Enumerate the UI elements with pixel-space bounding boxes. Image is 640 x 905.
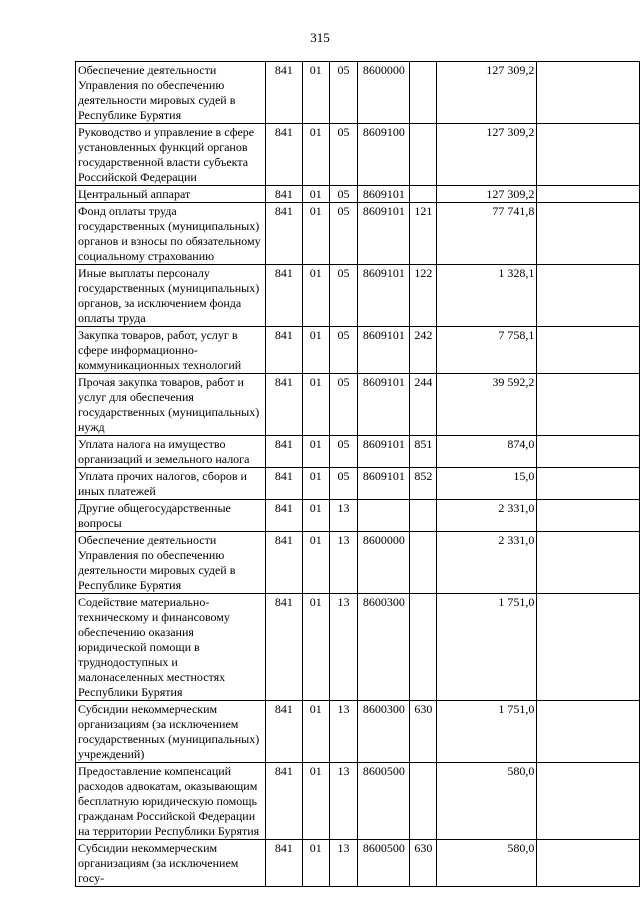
expense-type-code: 630 (410, 840, 437, 887)
amount: 1 751,0 (437, 701, 537, 763)
department-code: 841 (265, 186, 302, 203)
amount: 580,0 (437, 763, 537, 840)
subsection-code: 13 (329, 500, 358, 532)
target-article-code: 8609101 (358, 265, 410, 327)
table-row (76, 763, 640, 840)
extra-amount (537, 265, 640, 327)
extra-amount (537, 468, 640, 500)
expense-type-code: 242 (410, 327, 437, 374)
expense-item-name: Обеспечение деятельности Управления по обеспечению деятельности мировых судей в Республике Бурятия (76, 532, 266, 594)
department-code: 841 (265, 594, 302, 701)
subsection-code: 05 (329, 374, 358, 436)
section-code: 01 (302, 124, 329, 186)
expense-type-code: 122 (410, 265, 437, 327)
subsection-code: 05 (329, 436, 358, 468)
target-article-code: 8609101 (358, 327, 410, 374)
table-row (76, 327, 640, 374)
budget-table (75, 61, 640, 887)
department-code: 841 (265, 436, 302, 468)
table-row (76, 500, 640, 532)
table-body (76, 62, 640, 887)
amount: 580,0 (437, 840, 537, 887)
amount: 874,0 (437, 436, 537, 468)
target-article-code: 8600000 (358, 532, 410, 594)
amount: 1 751,0 (437, 594, 537, 701)
amount: 77 741,8 (437, 203, 537, 265)
expense-type-code (410, 62, 437, 124)
section-code: 01 (302, 500, 329, 532)
expense-type-code: 851 (410, 436, 437, 468)
expense-item-name: Иные выплаты персоналу государственных (муниципальных) органов, за исключением фонда оплаты труда (76, 265, 266, 327)
subsection-code: 05 (329, 327, 358, 374)
amount: 127 309,2 (437, 124, 537, 186)
table-row (76, 124, 640, 186)
department-code: 841 (265, 701, 302, 763)
expense-item-name: Прочая закупка товаров, работ и услуг для обеспечения государственных (муниципальных) нужд (76, 374, 266, 436)
section-code: 01 (302, 763, 329, 840)
subsection-code: 05 (329, 62, 358, 124)
extra-amount (537, 701, 640, 763)
table-row (76, 468, 640, 500)
section-code: 01 (302, 436, 329, 468)
expense-item-name: Субсидии некоммерческим организациям (за исключением государственных (муниципальных) учреждений) (76, 701, 266, 763)
subsection-code: 13 (329, 532, 358, 594)
table-row (76, 186, 640, 203)
table-row (76, 436, 640, 468)
subsection-code: 05 (329, 468, 358, 500)
subsection-code: 13 (329, 763, 358, 840)
extra-amount (537, 500, 640, 532)
department-code: 841 (265, 374, 302, 436)
section-code: 01 (302, 532, 329, 594)
target-article-code: 8600500 (358, 763, 410, 840)
target-article-code: 8609101 (358, 374, 410, 436)
expense-type-code (410, 186, 437, 203)
department-code: 841 (265, 468, 302, 500)
subsection-code: 13 (329, 594, 358, 701)
expense-item-name: Обеспечение деятельности Управления по обеспечению деятельности мировых судей в Республике Бурятия (76, 62, 266, 124)
subsection-code: 05 (329, 265, 358, 327)
amount: 15,0 (437, 468, 537, 500)
expense-item-name: Предоставление компенсаций расходов адвокатам, оказывающим бесплатную юридическую помощь гражданам Российской Федерации на территории Республики Бурятия (76, 763, 266, 840)
department-code: 841 (265, 203, 302, 265)
expense-type-code: 121 (410, 203, 437, 265)
department-code: 841 (265, 124, 302, 186)
extra-amount (537, 840, 640, 887)
expense-type-code (410, 763, 437, 840)
department-code: 841 (265, 840, 302, 887)
subsection-code: 05 (329, 186, 358, 203)
amount: 2 331,0 (437, 500, 537, 532)
section-code: 01 (302, 594, 329, 701)
table-row (76, 701, 640, 763)
amount: 39 592,2 (437, 374, 537, 436)
extra-amount (537, 594, 640, 701)
extra-amount (537, 203, 640, 265)
section-code: 01 (302, 203, 329, 265)
table-row (76, 265, 640, 327)
subsection-code: 13 (329, 701, 358, 763)
section-code: 01 (302, 186, 329, 203)
subsection-code: 13 (329, 840, 358, 887)
expense-item-name: Уплата налога на имущество организаций и земельного налога (76, 436, 266, 468)
target-article-code: 8609101 (358, 468, 410, 500)
expense-item-name: Центральный аппарат (76, 186, 266, 203)
expense-type-code: 852 (410, 468, 437, 500)
target-article-code: 8609101 (358, 203, 410, 265)
page-number: 315 (310, 30, 330, 45)
expense-type-code (410, 594, 437, 701)
extra-amount (537, 374, 640, 436)
department-code: 841 (265, 327, 302, 374)
section-code: 01 (302, 468, 329, 500)
target-article-code: 8600300 (358, 701, 410, 763)
extra-amount (537, 763, 640, 840)
amount: 2 331,0 (437, 532, 537, 594)
expense-type-code (410, 500, 437, 532)
table-row (76, 840, 640, 887)
table-row (76, 594, 640, 701)
target-article-code: 8609101 (358, 436, 410, 468)
department-code: 841 (265, 532, 302, 594)
subsection-code: 05 (329, 124, 358, 186)
amount: 7 758,1 (437, 327, 537, 374)
expense-type-code (410, 124, 437, 186)
table-row (76, 374, 640, 436)
expense-item-name: Другие общегосударственные вопросы (76, 500, 266, 532)
department-code: 841 (265, 500, 302, 532)
expense-item-name: Уплата прочих налогов, сборов и иных платежей (76, 468, 266, 500)
department-code: 841 (265, 62, 302, 124)
section-code: 01 (302, 327, 329, 374)
extra-amount (537, 186, 640, 203)
section-code: 01 (302, 265, 329, 327)
extra-amount (537, 532, 640, 594)
expense-item-name: Фонд оплаты труда государственных (муниципальных) органов и взносы по обязательному социальному страхованию (76, 203, 266, 265)
target-article-code: 8609101 (358, 186, 410, 203)
extra-amount (537, 327, 640, 374)
section-code: 01 (302, 62, 329, 124)
section-code: 01 (302, 374, 329, 436)
target-article-code: 8600000 (358, 62, 410, 124)
extra-amount (537, 62, 640, 124)
extra-amount (537, 124, 640, 186)
expense-type-code: 244 (410, 374, 437, 436)
amount: 1 328,1 (437, 265, 537, 327)
expense-item-name: Руководство и управление в сфере установленных функций органов государственной власти субъекта Российской Федерации (76, 124, 266, 186)
table-row (76, 62, 640, 124)
section-code: 01 (302, 840, 329, 887)
target-article-code (358, 500, 410, 532)
amount: 127 309,2 (437, 186, 537, 203)
department-code: 841 (265, 763, 302, 840)
target-article-code: 8600300 (358, 594, 410, 701)
subsection-code: 05 (329, 203, 358, 265)
amount: 127 309,2 (437, 62, 537, 124)
extra-amount (537, 436, 640, 468)
expense-item-name: Субсидии некоммерческим организациям (за исключением госу- (76, 840, 266, 887)
target-article-code: 8600500 (358, 840, 410, 887)
table-row (76, 532, 640, 594)
target-article-code: 8609100 (358, 124, 410, 186)
department-code: 841 (265, 265, 302, 327)
expense-type-code (410, 532, 437, 594)
expense-item-name: Закупка товаров, работ, услуг в сфере информационно-коммуникационных технологий (76, 327, 266, 374)
table-row (76, 203, 640, 265)
expense-item-name: Содействие материально-техническому и финансовому обеспечению оказания юридической помощи в труднодоступных и малонаселенных местностях Республики Бурятия (76, 594, 266, 701)
expense-type-code: 630 (410, 701, 437, 763)
section-code: 01 (302, 701, 329, 763)
